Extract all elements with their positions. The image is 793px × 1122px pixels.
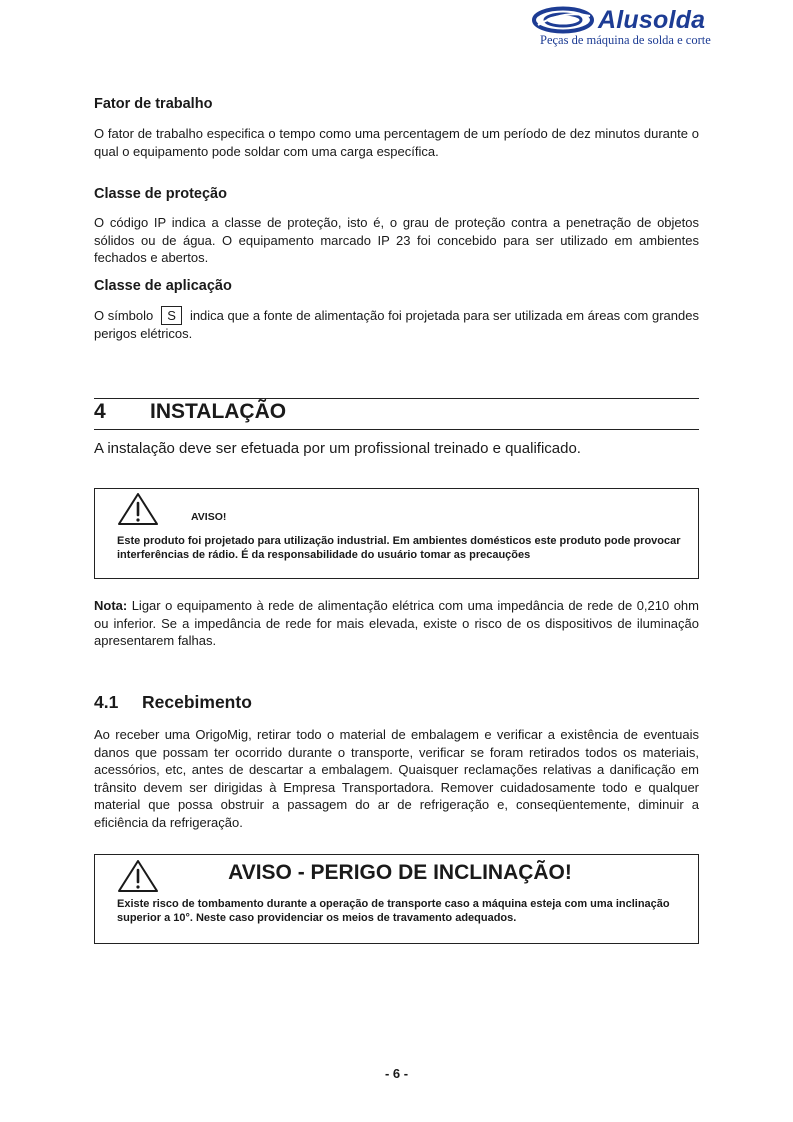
chapter-number: 4 [94, 400, 106, 423]
heading-fator-de-trabalho: Fator de trabalho [94, 96, 213, 112]
symbol-text-after: indica que a fonte de alimentação foi projetada para ser utilizada em áreas com grandes perigos elétricos. [94, 308, 699, 341]
symbol-text-before: O símbolo [94, 308, 154, 323]
paragraph-fator-de-trabalho: O fator de trabalho especifica o tempo como uma percentagem de um período de dez minutos durante o qual o equipamento pode soldar com uma carga específica. [94, 126, 699, 159]
subsection-heading [94, 692, 252, 713]
paragraph-classe-de-protecao: O código IP indica a classe de proteção, isto é, o grau de proteção contra a penetração de objetos sólidos ou de água. O equipamento marcado IP 23 foi concebido para ser utilizado em ambientes fechados e abertos. [94, 215, 699, 265]
subsection-number: 4.1 [94, 692, 119, 712]
heading-classe-de-protecao: Classe de proteção [94, 186, 227, 202]
warning-text: Este produto foi projetado para utilização industrial. Em ambientes domésticos este produto pode provocar interferências de rádio. É da responsabilidade do usuário tomar as precauções [117, 535, 681, 561]
s-symbol-box: S [161, 306, 182, 325]
warning-triangle-icon [117, 859, 159, 893]
tilt-warning-text: Existe risco de tombamento durante a operação de transporte caso a máquina esteja com uma inclinação superior a 10°. Neste caso providenciar os meios de travamento adequados. [117, 898, 670, 924]
warning-box-interference [94, 488, 699, 579]
chapter-top-rule [94, 398, 699, 399]
logo-swoosh-icon [532, 6, 594, 34]
alusolda-logo [530, 4, 740, 48]
page-number: - 6 - [384, 1066, 409, 1081]
tilt-warning-title: AVISO - PERIGO DE INCLINAÇÃO! [228, 861, 572, 884]
logo-name: Alusolda [598, 6, 706, 34]
paragraph-classe-de-aplicacao [94, 306, 699, 343]
note-label: Nota: [94, 598, 128, 613]
heading-classe-de-aplicacao: Classe de aplicação [94, 278, 232, 294]
warning-box-tilt [94, 854, 699, 944]
paragraph-recebimento: Ao receber uma OrigoMig, retirar todo o material de embalagem e verificar a existência de eventuais danos que possam ter ocorrido durante o transporte, verificar se foram retirados todos os materiais, acessórios, etc, antes de descartar a embalagem. Quaisquer reclamações relativas a danificação em trânsito devem ser dirigidas à Empresa Transportadora. Remover cuidadosamente todo e qualquer material que possa obstruir a passagem do ar de refrigeração e, conseqüentemente, diminuir a eficiência da refrigeração. [94, 727, 699, 830]
note-text: Ligar o equipamento à rede de alimentação elétrica com uma impedância de rede de 0,210 ohm ou inferior. Se a impedância de rede for mais elevada, existe o risco de os dispositivos de iluminação apresentarem falhas. [94, 598, 699, 648]
chapter-title: INSTALAÇÃO [150, 400, 287, 423]
note-paragraph [94, 597, 699, 650]
logo-tagline: Peças de máquina de solda e corte [540, 33, 711, 47]
warning-triangle-icon [117, 492, 159, 526]
chapter-heading [94, 400, 286, 424]
chapter-bottom-rule [94, 429, 699, 430]
warning-label: AVISO! [191, 511, 227, 523]
subsection-title: Recebimento [142, 692, 252, 712]
chapter-intro: A instalação deve ser efetuada por um profissional treinado e qualificado. [94, 440, 581, 457]
